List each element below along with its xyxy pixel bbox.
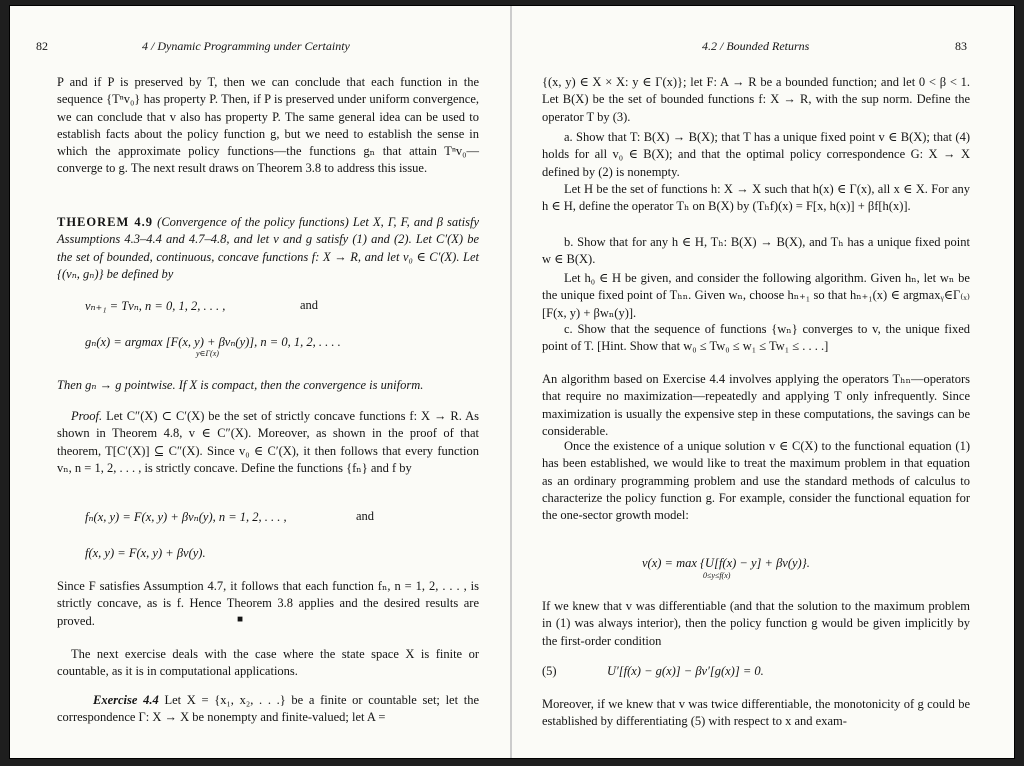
book-spread [10, 6, 1014, 758]
equation-v-recursion: vₙ₊₁ = Tvₙ, n = 0, 1, 2, . . . , [85, 299, 226, 313]
equation-f: f(x, y) = F(x, y) + βv(y). [85, 546, 206, 560]
para-differentiable: If we knew that v was differentiable (and that the solution to the maximum problem in (1) was always interior), then the policy function g would be given implicitly by the first-order condition [542, 599, 970, 648]
equation-g-argmax-subscript: y∈Γ(x) [196, 349, 219, 358]
theorem-conclusion: Then gₙ → g pointwise. If X is compact, then the convergence is uniform. [57, 378, 424, 392]
qed-mark: ■ [237, 614, 244, 625]
left-para-next: The next exercise deals with the case where the state space X is finite or countable, as it is in computational applications. [57, 647, 479, 679]
para-once: Once the existence of a unique solution v ∈ C(X) to the functional equation (1) has been established, we would like to treat the maximum problem in that equation as an ordinary programming problem and use the standard methods of calculus to characterize the policy function g. For example, consider the functional equation for the one-sector growth model: [542, 439, 970, 523]
proof-paragraph [57, 408, 479, 477]
equation-5-label: (5) [542, 664, 557, 678]
exercise-label: Exercise 4.4 [93, 693, 159, 707]
equation-5: U′[f(x) − g(x)] − βv′[g(x)] = 0. [607, 664, 764, 678]
para-moreover: Moreover, if we knew that v was twice differentiable, the monotonicity of g could be established by differentiating (5) with respect to x and exam- [542, 697, 970, 729]
right-para-1: {(x, y) ∈ X × X: y ∈ Γ(x)}; let F: A → R be a bounded function; and let 0 < β < 1. Let B(X) be the set of bounded functions f: X → R, with the sup norm. Define the operator T by (3). [542, 75, 970, 124]
item-b: b. Show that for any h ∈ H, Tₕ: B(X) → B(X), and Tₕ has a unique fixed point w ∈ B(X). [542, 235, 970, 267]
theorem-4-9 [57, 214, 479, 283]
equation-value-function: v(x) = max {U[f(x) − y] + βv(y)}. [642, 556, 810, 570]
equation-f-n-and: and [356, 509, 375, 523]
right-running-head: 4.2 / Bounded Returns [702, 39, 810, 53]
left-page-number: 82 [36, 39, 48, 53]
equation-v-and: and [300, 298, 319, 312]
right-page [512, 6, 1014, 758]
left-page [10, 6, 512, 758]
item-a: a. Show that T: B(X) → B(X); that T has a unique fixed point v ∈ B(X); that (4) holds for all v₀ ∈ B(X); and that the optimal policy correspondence G: X → X defined by (2) is nonempty. [542, 130, 970, 179]
equation-g-argmax: gₙ(x) = argmax [F(x, y) + βvₙ(y)], n = 0, 1, 2, . . . . [85, 335, 341, 349]
para-algorithm: Let h₀ ∈ H be given, and consider the following algorithm. Given hₙ, let wₙ be the unique fixed point of Tₕₙ. Given wₙ, choose hₙ₊₁ so that hₙ₊₁(x) ∈ argmaxᵧ∈Γ₍ₓ₎ [F(x, y) + βwₙ(y)]. [542, 271, 970, 320]
exercise-text: Let X = {x₁, x₂, . . .} be a finite or countable set; let the correspondence Γ: X → X be nonempty and finite-valued; let A = [57, 693, 480, 725]
theorem-label: THEOREM 4.9 [57, 215, 154, 229]
equation-value-function-subscript: 0≤y≤f(x) [703, 571, 731, 580]
para-h: Let H be the set of functions h: X → X such that h(x) ∈ Γ(x), all x ∈ X. For any h ∈ H, define the operator Tₕ on B(X) by (Tₕf)(x) = F[x, h(x)] + βf[h(x)]. [542, 182, 970, 214]
left-running-head: 4 / Dynamic Programming under Certainty [142, 39, 350, 53]
theorem-text: (Convergence of the policy functions) Let X, Γ, F, and β satisfy Assumptions 4.3–4.4 and 4.7–4.8, and let v and g satisfy (1) and (2). Let C′(X) be the set of bounded, continuous, concave functions f: X → R, and let v₀ ∈ C′(X). Let {(vₙ, gₙ)} be defined by [57, 215, 479, 281]
right-page-number: 83 [955, 39, 967, 53]
equation-f-n: fₙ(x, y) = F(x, y) + βvₙ(y), n = 1, 2, . . . , [85, 510, 287, 524]
proof-text: Let C″(X) ⊂ C′(X) be the set of strictly concave functions f: X → R. As shown in Theorem 4.8, v ∈ C″(X). Moreover, as shown in the proof of that theorem, T[C′(X)] ⊆ C″(X). Since v₀ ∈ C′(X), it then follows that every function vₙ, n = 1, 2, . . . , is strictly concave. Define the functions {fₙ} and f by [57, 409, 480, 475]
left-para-1: P and if P is preserved by T, then we can conclude that each function in the sequence {Tⁿv₀} has property P. Then, if P is preserved under uniform convergence, we can conclude that v also has property P. The same general idea can be used to establish facts about the policy function g, but we need to establish the sense in which the approximate policy functions—the functions gₙ that attain Tⁿv₀—converge to g. The next result draws on Theorem 3.8 to address this issue. [57, 75, 479, 176]
para-algo2: An algorithm based on Exercise 4.4 involves applying the operators Tₕₙ—operators that require no maximization—repeatedly and applying T only infrequently. Since maximization is usually the expensive step in these computations, the savings can be considerable. [542, 372, 970, 438]
proof-end: Since F satisfies Assumption 4.7, it follows that each function fₙ, n = 1, 2, . . . , is strictly concave, as is f. Hence Theorem 3.8 applies and the desired results are proved. [57, 579, 479, 628]
item-c: c. Show that the sequence of functions {wₙ} converges to v, the unique fixed point of T. [Hint. Show that w₀ ≤ Tw₀ ≤ w₁ ≤ Tw₁ ≤ . . . .] [542, 322, 970, 354]
proof-label: Proof. [71, 409, 103, 423]
exercise-4-4 [57, 692, 479, 727]
